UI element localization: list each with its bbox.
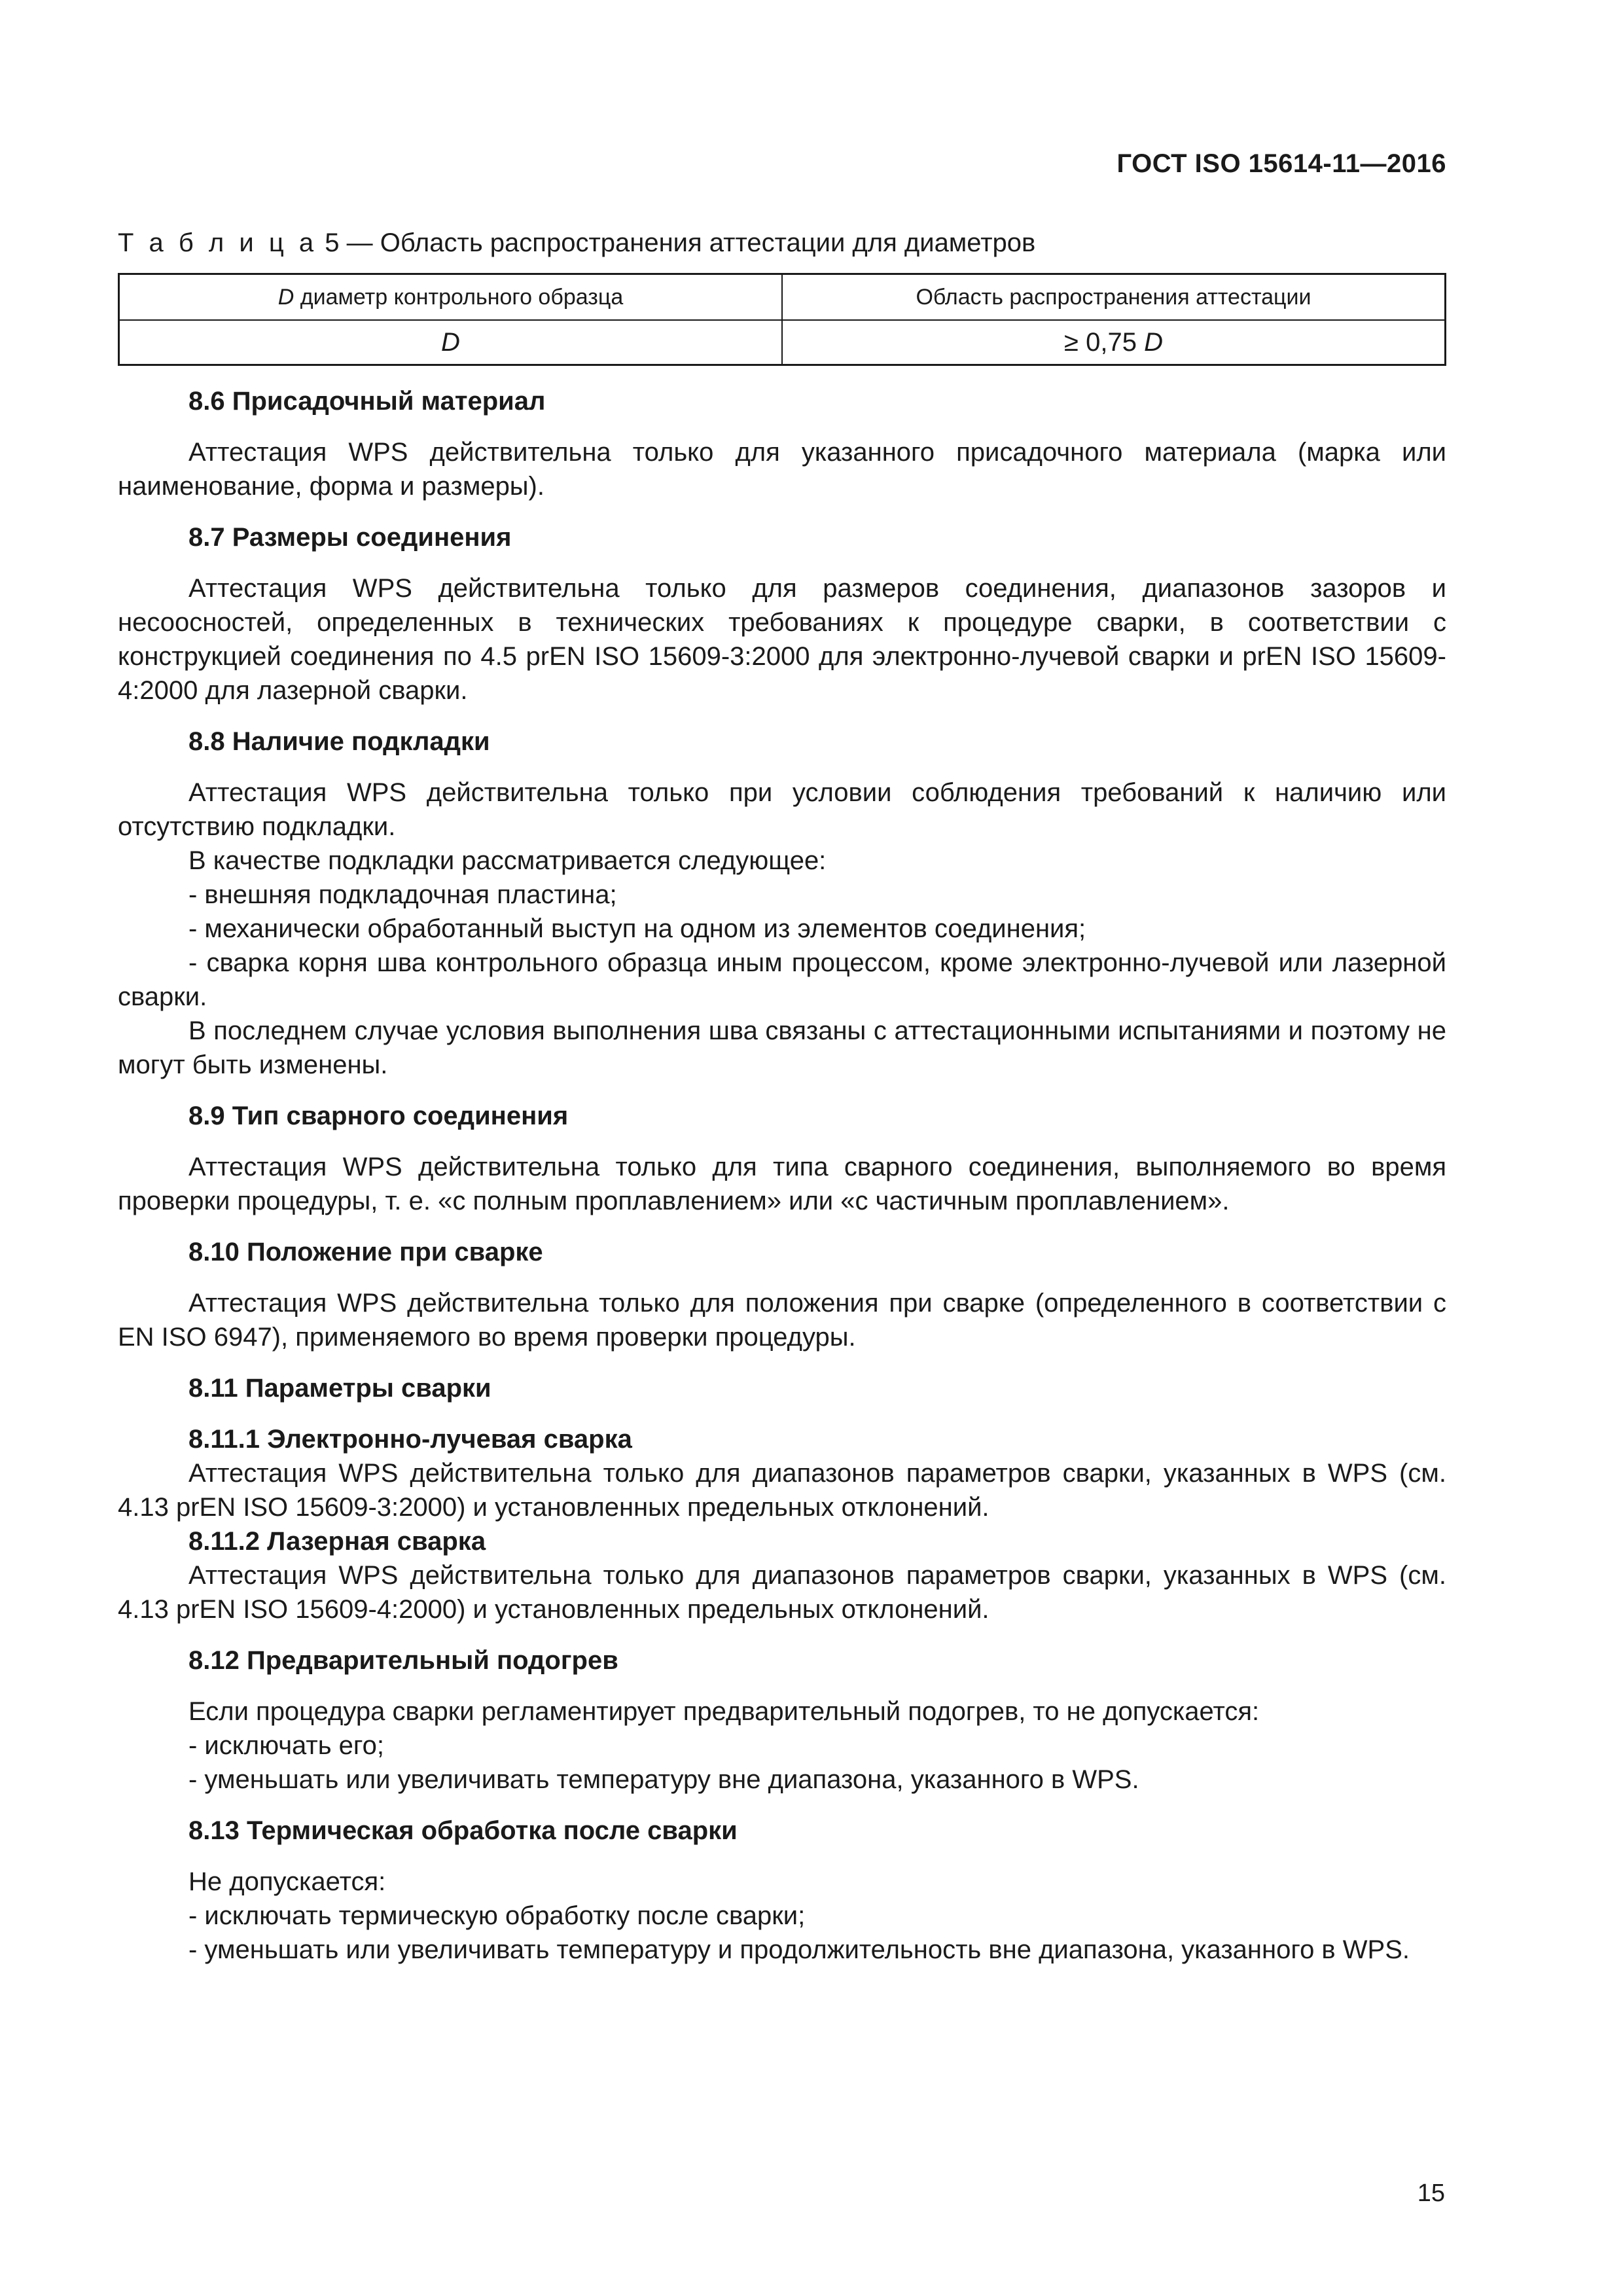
standard-code: ГОСТ ISO 15614-11—2016: [1116, 149, 1446, 178]
section-8-8-paragraph: Аттестация WPS действительна только при условии соблюдения требований к наличию или отсутствию подкладки.: [118, 778, 1446, 841]
section-8-10-title: 8.10 Положение при сварке: [188, 1238, 543, 1266]
table-cell-range: [782, 320, 1446, 365]
list-item: - сварка корня шва контрольного образца иным процессом, кроме электронно-лучевой или лазерной сварки.: [118, 948, 1446, 1011]
table-header-row: [119, 274, 1446, 321]
table-row: [119, 320, 1446, 365]
section-8-7-paragraph: Аттестация WPS действительна только для размеров соединения, диапазонов зазоров и несоосностей, определенных в технических требованиях к процедуре сварки, в соответствии с конструкцией соединения по 4.5 prEN ISO 15609-3:2000 для электронно-лучевой сварки и prEN ISO 15609-4:2000 для лазерной сварки.: [118, 574, 1446, 705]
table-header-qualification-range: Область распространения аттестации: [782, 274, 1446, 321]
section-8-6-title: 8.6 Присадочный материал: [188, 387, 546, 416]
section-8-8-title: 8.8 Наличие подкладки: [188, 727, 490, 756]
section-8-11-1-title: 8.11.1 Электронно-лучевая сварка: [188, 1425, 632, 1454]
table-caption: [118, 226, 1446, 260]
range-prefix: ≥ 0,75: [1064, 328, 1145, 357]
table-caption-text: 5 — Область распространения аттестации для диаметров: [325, 228, 1036, 257]
table-caption-label: Т а б л и ц а: [118, 228, 318, 257]
list-item: - уменьшать или увеличивать температуру вне диапазона, указанного в WPS.: [188, 1765, 1139, 1794]
section-8-8-paragraph: В последнем случае условия выполнения шва связаны с аттестационными испытаниями и поэтому не могут быть изменены.: [118, 1016, 1446, 1079]
section-8-7-title: 8.7 Размеры соединения: [188, 523, 512, 552]
section-8-12-title: 8.12 Предварительный подогрев: [188, 1646, 618, 1675]
section-8-8-paragraph: В качестве подкладки рассматривается следующее:: [188, 846, 827, 875]
section-8-10-paragraph: Аттестация WPS действительна только для положения при сварке (определенного в соответствии с EN ISO 6947), применяемого во время проверки процедуры.: [118, 1289, 1446, 1352]
section-8-9-title: 8.9 Тип сварного соединения: [188, 1102, 569, 1130]
list-item: - уменьшать или увеличивать температуру и продолжительность вне диапазона, указанного в WPS.: [188, 1935, 1410, 1964]
section-8-9-paragraph: Аттестация WPS действительна только для типа сварного соединения, выполняемого во время проверки процедуры, т. е. «с полным проплавлением» или «с частичным проплавлением».: [118, 1153, 1446, 1215]
range-variable: D: [1144, 328, 1163, 357]
table-cell-diameter: [119, 320, 783, 365]
page-content: [118, 226, 1446, 1967]
section-8-11-2-title: 8.11.2 Лазерная сварка: [188, 1527, 486, 1556]
diameter-value: D: [441, 328, 460, 357]
section-8-11-2-paragraph: Аттестация WPS действительна только для диапазонов параметров сварки, указанных в WPS (см. 4.13 prEN ISO 15609-4:2000) и установленных предельных отклонений.: [118, 1561, 1446, 1624]
section-8-11-title: 8.11 Параметры сварки: [188, 1374, 491, 1403]
diameter-variable: D: [277, 285, 294, 310]
section-8-11-1-paragraph: Аттестация WPS действительна только для диапазонов параметров сварки, указанных в WPS (см. 4.13 prEN ISO 15609-3:2000) и установленных предельных отклонений.: [118, 1459, 1446, 1522]
diameter-qualification-table: [118, 273, 1446, 366]
header-col1-text: диаметр контрольного образца: [294, 285, 624, 310]
section-8-12-paragraph: Если процедура сварки регламентирует предварительный подогрев, то не допускается:: [188, 1697, 1260, 1726]
list-item: - исключать его;: [188, 1731, 384, 1760]
list-item: - механически обработанный выступ на одном из элементов соединения;: [188, 914, 1086, 943]
list-item: - исключать термическую обработку после сварки;: [188, 1901, 806, 1930]
section-8-13-title: 8.13 Термическая обработка после сварки: [188, 1816, 738, 1845]
table-header-specimen-diameter: [119, 274, 783, 321]
section-8-6-paragraph: Аттестация WPS действительна только для указанного присадочного материала (марка или наименование, форма и размеры).: [118, 438, 1446, 501]
list-item: - внешняя подкладочная пластина;: [188, 880, 617, 909]
section-8-13-paragraph: Не допускается:: [188, 1867, 386, 1896]
page-number: 15: [1417, 2179, 1445, 2207]
